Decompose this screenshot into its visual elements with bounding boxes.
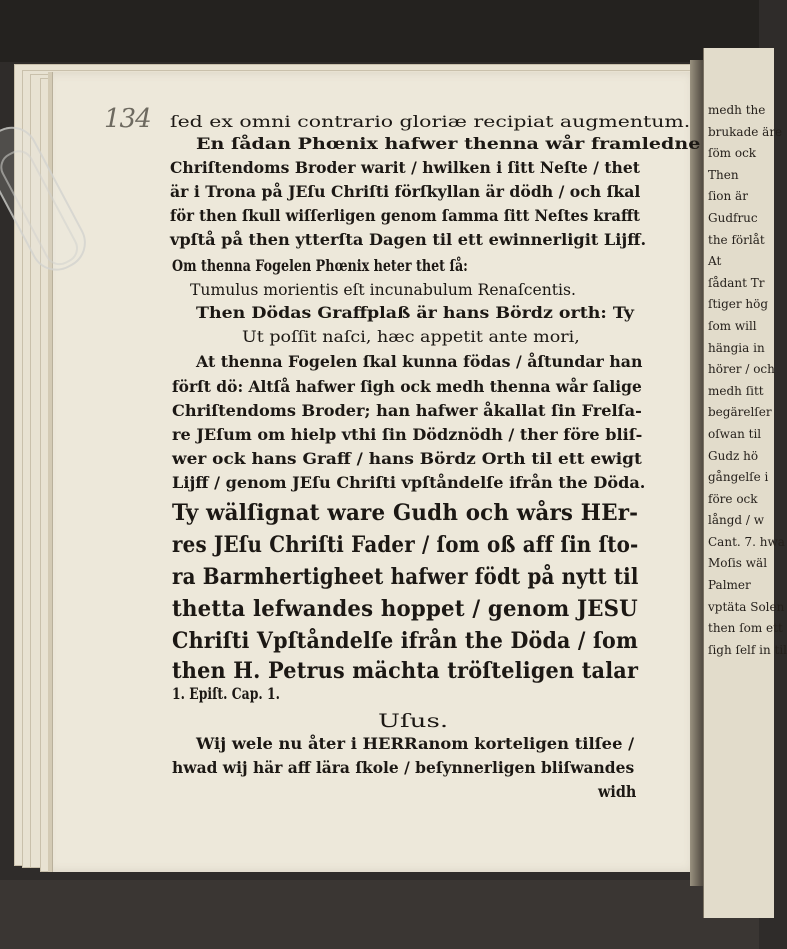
right-page-line: begärelſer bbox=[708, 405, 772, 420]
text-line: Chriſti Vpſtåndelſe ifrån the Döda / ſom bbox=[172, 628, 638, 654]
text-line: En ſådan Phœnix hafwer thenna wår framledne bbox=[196, 134, 701, 153]
text-line: för then ſkull wiſſerligen genom ſamma ſitt Neſtes krafft bbox=[170, 206, 640, 225]
text-line: hwad wij här aff lära ſkole / beſynnerligen bliſwandes bbox=[172, 758, 635, 777]
right-page-line: hängia in bbox=[708, 340, 765, 355]
right-page-line: brukade äre bbox=[708, 124, 783, 139]
right-page-line: medh the bbox=[708, 103, 766, 117]
right-page-line: Moſis wäl bbox=[708, 556, 768, 571]
text-line: then H. Petrus mächta tröſteligen talar bbox=[172, 658, 639, 684]
text-line: Chriſtendoms Broder warit / hwilken i ſitt Neſte / thet bbox=[170, 158, 640, 177]
background-top bbox=[0, 0, 759, 62]
text-line: ſed ex omni contrario gloriæ recipiat augmentum. bbox=[170, 112, 691, 131]
text-line: är i Trona på JEſu Chriſti förſkyllan är dödh / och ſkal bbox=[170, 182, 641, 201]
right-page-line: ſådant Tr bbox=[708, 275, 765, 290]
right-page-line: Gudfruc bbox=[708, 210, 758, 225]
text-line: At thenna Fogelen ſkal kunna födas / åſtundar han bbox=[196, 352, 643, 371]
text-line: ra Barmhertigheet hafwer födt på nytt til bbox=[172, 564, 639, 590]
text-line: widh bbox=[598, 782, 637, 801]
right-page-line: hörer / och bbox=[708, 362, 775, 377]
right-page-line: ſtiger hög bbox=[708, 297, 769, 312]
text-line: Then Dödas Graffplaß är hans Bördz orth: Ty bbox=[196, 303, 635, 322]
right-page-line: then ſom ett bbox=[708, 621, 783, 636]
right-page-line: ſom will bbox=[708, 318, 757, 333]
text-line: Wij wele nu åter i HERRanom korteligen tilſee / bbox=[196, 734, 635, 753]
right-page-line: ſigh ſelf in til bbox=[708, 642, 787, 657]
right-page-line: före ock bbox=[708, 491, 758, 506]
right-page-line: Cant. 7. hwa bbox=[708, 534, 785, 549]
text-line: vpſtå på then ytterſta Dagen til ett ewinnerligit Lijff. bbox=[170, 230, 647, 249]
text-line: re JEſum om hielp vthi ſin Dödznödh / ther före bliſ- bbox=[172, 425, 643, 444]
page-number: 134 bbox=[104, 104, 151, 134]
section-heading: Uſus. bbox=[378, 710, 449, 732]
right-page-line: the förlåt bbox=[708, 232, 765, 247]
text-line: Ut poſſit naſci, hæc appetit ante mori, bbox=[242, 327, 580, 346]
right-page-line: At bbox=[708, 254, 722, 269]
right-page-line: ſion är bbox=[708, 189, 748, 204]
text-line: Lijff / genom JEſu Chriſti vpſtåndelſe ifrån the Döda. bbox=[172, 473, 646, 492]
text-line: Chriſtendoms Broder; han hafwer åkallat ſin Frelſa- bbox=[172, 401, 642, 420]
text-line: res JEſu Chriſti Fader / ſom oß aff ſin ſto- bbox=[172, 532, 639, 558]
text-line: Ty wälſignat ware Gudh och wårs HEr- bbox=[172, 500, 639, 526]
text-line: wer ock hans Graff / hans Bördz Orth til ett ewigt bbox=[172, 449, 642, 468]
text-line: förſt dö: Altſå hafwer ſigh ock medh thenna wår ſalige bbox=[172, 377, 642, 396]
text-line: thetta lefwandes hoppet / genom JESU bbox=[172, 596, 638, 622]
right-page-line: långd / w bbox=[708, 513, 765, 528]
right-page-line: vptäta Solen bbox=[708, 599, 785, 614]
right-page-line: ſöm ock bbox=[708, 146, 757, 161]
right-page-line: Palmer bbox=[708, 578, 751, 593]
text-line: 1. Epiſt. Cap. 1. bbox=[172, 684, 280, 703]
right-page-line: Gudz hö bbox=[708, 448, 759, 463]
text-line: Tumulus morientis eſt incunabulum Renaſcentis. bbox=[190, 280, 576, 299]
right-page-line: medh ſitt bbox=[708, 383, 764, 398]
right-page-text bbox=[708, 100, 787, 661]
right-page-line: oſwan til bbox=[708, 426, 762, 441]
background-bottom bbox=[0, 880, 759, 949]
right-page-line: Then bbox=[708, 167, 739, 182]
text-line: Om thenna Fogelen Phœnix heter thet ſå: bbox=[172, 256, 468, 275]
right-page-line: gångelſe i bbox=[708, 470, 769, 485]
